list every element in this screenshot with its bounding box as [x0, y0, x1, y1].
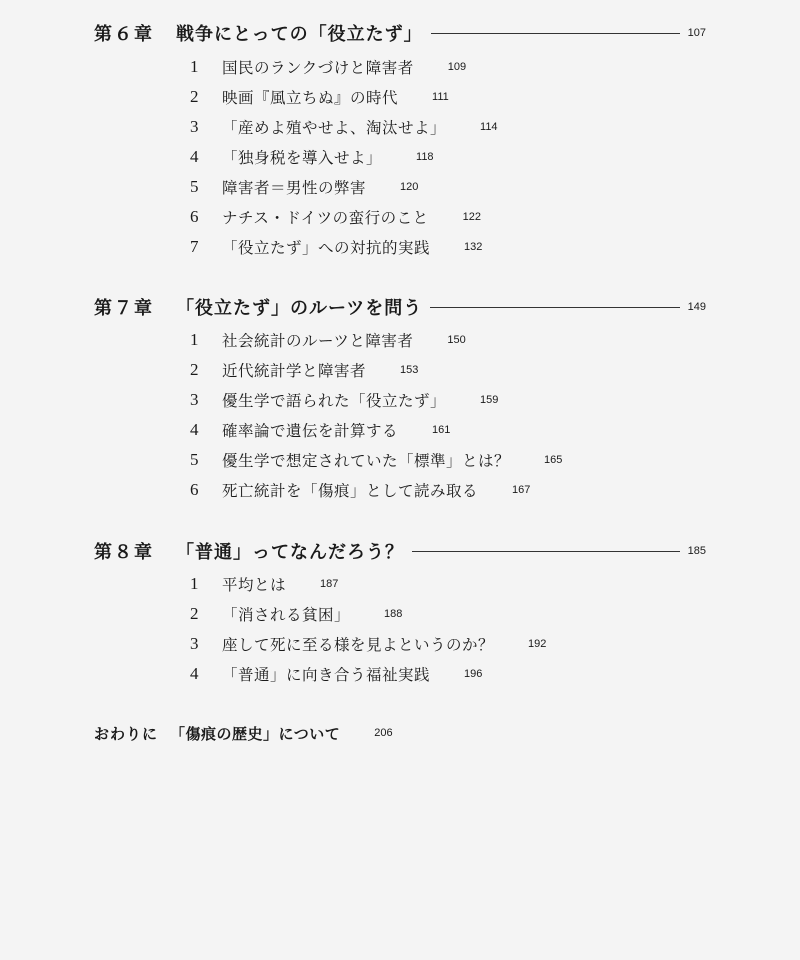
section-entry: [190, 478, 530, 502]
section-title: 障害者＝男性の弊害: [222, 179, 367, 197]
chapter-title: 戦争にとっての「役立たず」: [176, 24, 423, 45]
page-number: 192: [528, 638, 547, 650]
chapter-8-heading: [94, 537, 706, 565]
page-number: 159: [480, 394, 499, 406]
section-entry: [190, 448, 562, 472]
afterword-entry: [94, 720, 393, 746]
section-number: 6: [190, 207, 199, 226]
page-number: 187: [320, 578, 339, 590]
page-number: 206: [374, 727, 393, 739]
section-number: 1: [190, 330, 199, 349]
section-entry: [190, 358, 418, 382]
page-number: 150: [447, 334, 466, 346]
chapter-7-heading: [94, 293, 706, 321]
page-number: 107: [687, 27, 706, 39]
page-number: 114: [480, 121, 498, 133]
page-number: 153: [400, 364, 419, 376]
section-entry: [190, 205, 481, 229]
page-number: 132: [464, 241, 483, 253]
chapter-title: 「普通」ってなんだろう？: [176, 542, 404, 563]
section-entry: [190, 572, 338, 596]
page-number: 188: [384, 608, 403, 620]
page-number: 165: [544, 454, 563, 466]
section-entry: [190, 388, 498, 412]
page-number: 118: [416, 151, 434, 163]
section-entry: [190, 418, 450, 442]
section-title: 「独身税を導入せよ」: [222, 149, 383, 167]
section-entry: [190, 662, 482, 686]
section-entry: [190, 85, 449, 109]
afterword-title: 「傷痕の歴史」について: [170, 724, 341, 743]
section-title: 優生学で想定されていた「標準」とは？: [222, 452, 511, 470]
section-number: 2: [190, 360, 199, 379]
section-title: 「産めよ殖やせよ、淘汰せよ」: [222, 119, 447, 137]
section-entry: [190, 145, 434, 169]
section-number: 1: [190, 574, 199, 593]
section-entry: [190, 115, 498, 139]
section-title: 平均とは: [222, 576, 287, 594]
section-title: 確率論で遺伝を計算する: [222, 422, 399, 440]
page-number: 109: [447, 61, 467, 73]
section-number: 5: [190, 177, 199, 196]
section-entry: [190, 235, 482, 259]
leader-rule: [431, 33, 680, 34]
page-number: 167: [512, 484, 531, 496]
section-number: 3: [190, 117, 199, 136]
section-entry: [190, 632, 546, 656]
chapter-6-heading: [94, 19, 706, 47]
page-number: 120: [400, 181, 419, 193]
section-number: 3: [190, 634, 199, 653]
leader-rule: [430, 307, 679, 308]
section-number: 4: [190, 664, 199, 683]
section-entry: [190, 55, 466, 79]
section-title: ナチス・ドイツの蛮行のこと: [222, 209, 429, 227]
section-number: 3: [190, 390, 199, 409]
section-number: 7: [190, 237, 199, 256]
page-number: 161: [432, 424, 451, 436]
section-title: 座して死に至る様を見よというのか？: [222, 636, 495, 654]
section-entry: [190, 328, 466, 352]
section-title: 「消される貧困」: [222, 606, 351, 624]
section-title: 優生学で語られた「役立たず」: [222, 392, 447, 410]
section-title: 死亡統計を「傷痕」として読み取る: [222, 482, 479, 500]
section-number: 6: [190, 480, 199, 499]
section-title: 映画『風立ちぬ』の時代: [222, 89, 399, 107]
section-entry: [190, 175, 418, 199]
page-number: 111: [432, 91, 449, 103]
chapter-number: 第６章: [94, 24, 154, 45]
section-number: 5: [190, 450, 199, 469]
section-title: 「普通」に向き合う福祉実践: [222, 666, 431, 684]
page-number: 185: [687, 545, 706, 557]
afterword-label: おわりに: [94, 724, 159, 743]
section-number: 2: [190, 604, 199, 623]
section-number: 2: [190, 87, 199, 106]
section-title: 国民のランクづけと障害者: [222, 59, 414, 77]
section-number: 1: [190, 57, 199, 76]
section-title: 社会統計のルーツと障害者: [222, 332, 414, 350]
chapter-number: 第７章: [94, 298, 154, 319]
page-number: 149: [687, 301, 706, 313]
section-title: 「役立たず」への対抗的実践: [222, 239, 431, 257]
section-number: 4: [190, 147, 199, 166]
section-title: 近代統計学と障害者: [222, 362, 367, 380]
chapter-number: 第８章: [94, 542, 154, 563]
section-entry: [190, 602, 402, 626]
page-number: 196: [464, 668, 483, 680]
section-number: 4: [190, 420, 199, 439]
chapter-title: 「役立たず」のルーツを問う: [176, 298, 423, 319]
page-number: 122: [462, 211, 481, 223]
leader-rule: [412, 551, 680, 552]
